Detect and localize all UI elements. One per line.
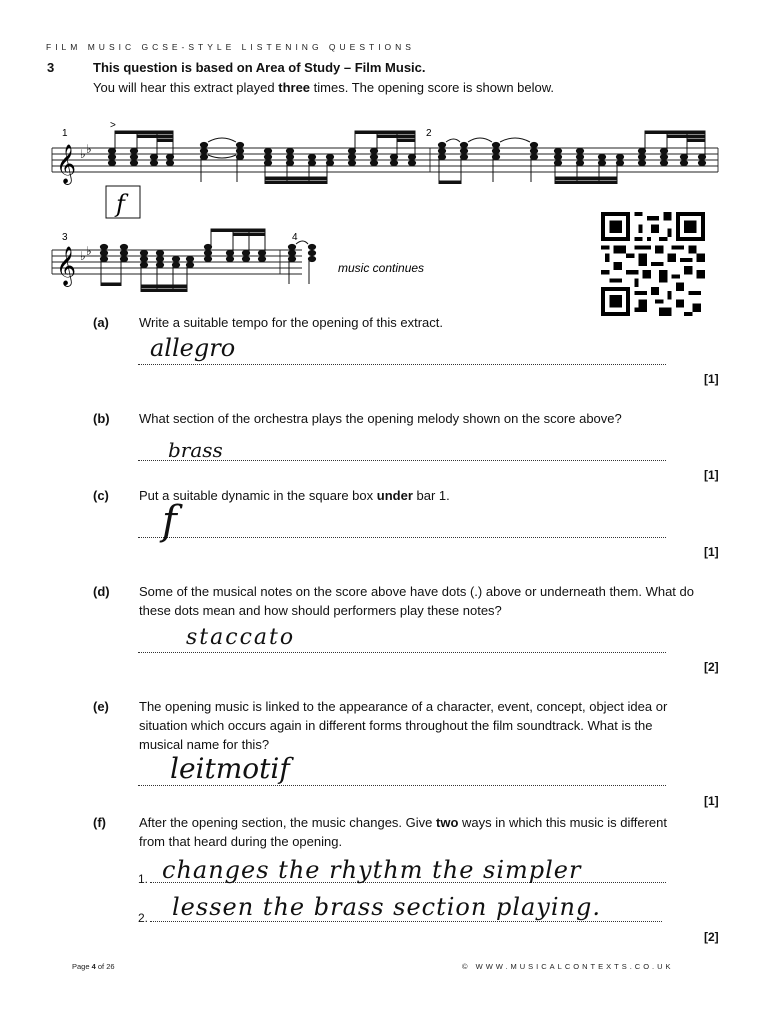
- handwritten-answer: allegro: [150, 334, 236, 362]
- part-letter: (c): [93, 488, 109, 503]
- handwritten-answer: lessen the brass section playing.: [172, 893, 601, 921]
- flat-icon: ♭: [80, 147, 86, 161]
- flat-icon: ♭: [86, 142, 92, 156]
- treble-clef-icon: 𝄞: [56, 246, 77, 286]
- bar-number: 1: [62, 128, 68, 139]
- bar-number: 2: [426, 128, 432, 139]
- dynamic-answer: f: [116, 190, 125, 218]
- bar-number: 4: [292, 232, 298, 243]
- bar-number: 3: [62, 232, 68, 243]
- notes-system-2: [100, 229, 315, 292]
- answer-line[interactable]: [138, 527, 666, 538]
- accent-mark: >: [110, 120, 116, 131]
- marks: [2]: [704, 930, 719, 944]
- question-number: 3: [47, 60, 55, 75]
- part-letter: (a): [93, 315, 109, 330]
- marks: [1]: [704, 468, 719, 482]
- handwritten-answer: changes the rhythm the simpler: [162, 856, 582, 884]
- part-text: What section of the orchestra plays the opening melody shown on the score above?: [139, 411, 622, 426]
- handwritten-answer: staccato: [186, 625, 296, 650]
- part-letter: (e): [93, 699, 109, 714]
- part-text: Write a suitable tempo for the opening of this extract.: [139, 315, 443, 330]
- question-title: This question is based on Area of Study – Film Music.: [93, 60, 426, 75]
- site-footer[interactable]: © WWW.MUSICALCONTEXTS.CO.UK: [462, 962, 674, 971]
- part-text: Put a suitable dynamic in the square box under bar 1.: [139, 488, 450, 503]
- part-letter: (d): [93, 584, 110, 599]
- line-number: 2.: [138, 911, 149, 925]
- line-number: 1.: [138, 872, 149, 886]
- question-intro: You will hear this extract played three times. The opening score is shown below.: [93, 80, 555, 95]
- page-number: Page 4 of 26: [72, 962, 115, 971]
- part-text: Some of the musical notes on the score above have dots (.) above or underneath them. What do these dots mean and how should performers play these notes?: [139, 584, 694, 618]
- qr-code-icon[interactable]: [598, 212, 708, 316]
- marks: [1]: [704, 545, 719, 559]
- page-header: FILM MUSIC GCSE-STYLE LISTENING QUESTIONS: [46, 42, 415, 52]
- handwritten-answer: leitmotif: [170, 752, 290, 785]
- music-continues-label: music continues: [338, 261, 425, 275]
- part-letter: (b): [93, 411, 110, 426]
- flat-icon: ♭: [86, 244, 92, 258]
- flat-icon: ♭: [80, 249, 86, 263]
- handwritten-answer: brass: [168, 438, 223, 462]
- treble-clef-icon: 𝄞: [56, 144, 77, 184]
- handwritten-answer: f: [162, 498, 177, 544]
- marks: [1]: [704, 794, 719, 808]
- part-text: The opening music is linked to the appearance of a character, event, concept, object idea or situation which occurs again in different forms throughout the film soundtrack. What is the musical name for this?: [139, 699, 668, 752]
- part-text: After the opening section, the music changes. Give two ways in which this music is different from that heard during the opening.: [139, 815, 667, 849]
- marks: [1]: [704, 372, 719, 386]
- marks: [2]: [704, 660, 719, 674]
- notes-system-1: [108, 131, 705, 184]
- staff-system-1: [52, 148, 718, 172]
- part-letter: (f): [93, 815, 106, 830]
